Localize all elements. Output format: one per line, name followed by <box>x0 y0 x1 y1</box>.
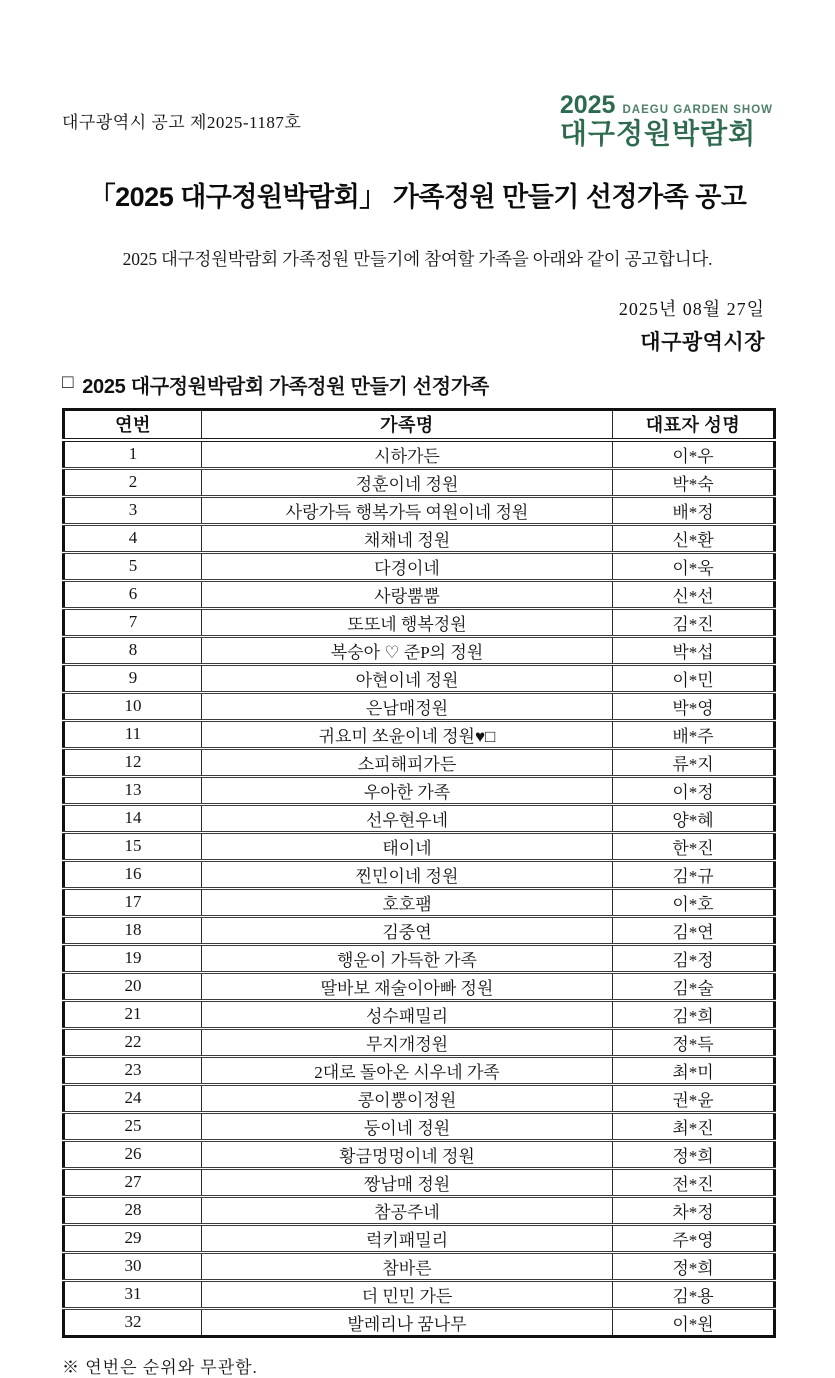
cell-family-name: 귀요미 쏘윤이네 정원♥□ <box>202 720 613 748</box>
cell-family-name: 태이네 <box>202 832 613 860</box>
table-row <box>64 1168 775 1196</box>
cell-no: 11 <box>64 720 202 748</box>
cell-representative: 이*호 <box>613 888 775 916</box>
cell-no: 10 <box>64 692 202 720</box>
cell-representative: 박*숙 <box>613 468 775 496</box>
cell-family-name: 둥이네 정원 <box>202 1112 613 1140</box>
cell-no: 7 <box>64 608 202 636</box>
cell-family-name: 발레리나 꿈나무 <box>202 1308 613 1336</box>
table-row <box>64 776 775 804</box>
table-row <box>64 1112 775 1140</box>
intro-text: 2025 대구정원박람회 가족정원 만들기에 참여할 가족을 아래와 같이 공고합니다. <box>122 248 713 269</box>
date-signature-block <box>62 295 773 356</box>
cell-family-name: 복숭아 ♡ 준P의 정원 <box>202 636 613 664</box>
cell-no: 8 <box>64 636 202 664</box>
cell-family-name: 사랑뿜뿜 <box>202 580 613 608</box>
cell-representative: 차*정 <box>613 1196 775 1224</box>
cell-representative: 류*지 <box>613 748 775 776</box>
cell-family-name: 또또네 행복정원 <box>202 608 613 636</box>
cell-no: 31 <box>64 1280 202 1308</box>
cell-family-name: 은남매정원 <box>202 692 613 720</box>
table-row <box>64 1308 775 1336</box>
cell-representative: 신*환 <box>613 524 775 552</box>
table-row <box>64 804 775 832</box>
cell-representative: 이*욱 <box>613 552 775 580</box>
cell-family-name: 럭키패밀리 <box>202 1224 613 1252</box>
table-row <box>64 1140 775 1168</box>
cell-no: 27 <box>64 1168 202 1196</box>
table-row <box>64 944 775 972</box>
table-body <box>64 440 775 1337</box>
cell-family-name: 김중연 <box>202 916 613 944</box>
footnote: ※ 연번은 순위와 무관함. <box>62 1357 258 1377</box>
cell-no: 26 <box>64 1140 202 1168</box>
page-title: 「2025 대구정원박람회」 가족정원 만들기 선정가족 공고 <box>88 181 747 212</box>
cell-no: 32 <box>64 1308 202 1336</box>
table-row <box>64 552 775 580</box>
selected-families-table <box>62 408 776 1338</box>
cell-no: 20 <box>64 972 202 1000</box>
cell-representative: 박*영 <box>613 692 775 720</box>
cell-representative: 김*진 <box>613 608 775 636</box>
table-row <box>64 1280 775 1308</box>
cell-family-name: 짱남매 정원 <box>202 1168 613 1196</box>
table-row <box>64 664 775 692</box>
cell-family-name: 채채네 정원 <box>202 524 613 552</box>
cell-no: 19 <box>64 944 202 972</box>
cell-representative: 김*용 <box>613 1280 775 1308</box>
cell-representative: 최*진 <box>613 1112 775 1140</box>
table-row <box>64 636 775 664</box>
cell-representative: 배*주 <box>613 720 775 748</box>
cell-family-name: 시하가든 <box>202 440 613 469</box>
cell-representative: 이*민 <box>613 664 775 692</box>
logo-top-line <box>560 92 773 118</box>
doc-number: 대구광역시 공고 제2025-1187호 <box>62 113 302 132</box>
table-row <box>64 468 775 496</box>
cell-representative: 주*영 <box>613 1224 775 1252</box>
cell-family-name: 2대로 돌아온 시우네 가족 <box>202 1056 613 1084</box>
cell-family-name: 찐민이네 정원 <box>202 860 613 888</box>
table-row <box>64 860 775 888</box>
cell-representative: 한*진 <box>613 832 775 860</box>
header-family-name: 가족명 <box>202 409 613 440</box>
cell-family-name: 호호팸 <box>202 888 613 916</box>
cell-no: 24 <box>64 1084 202 1112</box>
cell-no: 23 <box>64 1056 202 1084</box>
cell-representative: 박*섭 <box>613 636 775 664</box>
cell-no: 4 <box>64 524 202 552</box>
table-row <box>64 888 775 916</box>
cell-representative: 김*연 <box>613 916 775 944</box>
table-header-row <box>64 409 775 440</box>
table-row <box>64 1056 775 1084</box>
table-row <box>64 916 775 944</box>
table-row <box>64 496 775 524</box>
cell-family-name: 딸바보 재술이아빠 정원 <box>202 972 613 1000</box>
announcement-date: 2025년 08월 27일 <box>618 298 765 319</box>
header-representative: 대표자 성명 <box>613 409 775 440</box>
cell-family-name: 황금멍멍이네 정원 <box>202 1140 613 1168</box>
cell-no: 29 <box>64 1224 202 1252</box>
table-row <box>64 748 775 776</box>
header-no: 연번 <box>64 409 202 440</box>
cell-family-name: 선우현우네 <box>202 804 613 832</box>
cell-family-name: 참바른 <box>202 1252 613 1280</box>
cell-no: 9 <box>64 664 202 692</box>
cell-representative: 양*혜 <box>613 804 775 832</box>
cell-representative: 이*원 <box>613 1308 775 1336</box>
cell-no: 16 <box>64 860 202 888</box>
cell-representative: 김*희 <box>613 1000 775 1028</box>
section-title: 2025 대구정원박람회 가족정원 만들기 선정가족 <box>82 375 489 398</box>
cell-no: 12 <box>64 748 202 776</box>
square-bullet-icon: □ <box>62 372 74 394</box>
cell-no: 28 <box>64 1196 202 1224</box>
cell-no: 13 <box>64 776 202 804</box>
cell-no: 22 <box>64 1028 202 1056</box>
cell-family-name: 더 민민 가든 <box>202 1280 613 1308</box>
table-row <box>64 832 775 860</box>
cell-family-name: 다경이네 <box>202 552 613 580</box>
cell-no: 15 <box>64 832 202 860</box>
table-row <box>64 692 775 720</box>
cell-representative: 정*득 <box>613 1028 775 1056</box>
cell-family-name: 정훈이네 정원 <box>202 468 613 496</box>
cell-family-name: 콩이뿡이정원 <box>202 1084 613 1112</box>
table-row <box>64 1028 775 1056</box>
cell-family-name: 무지개정원 <box>202 1028 613 1056</box>
table-row <box>64 1196 775 1224</box>
table-row <box>64 1224 775 1252</box>
cell-no: 2 <box>64 468 202 496</box>
cell-family-name: 참공주네 <box>202 1196 613 1224</box>
cell-representative: 정*희 <box>613 1252 775 1280</box>
logo-year: 2025 <box>559 91 616 119</box>
cell-representative: 권*윤 <box>613 1084 775 1112</box>
cell-family-name: 성수패밀리 <box>202 1000 613 1028</box>
cell-no: 6 <box>64 580 202 608</box>
cell-representative: 김*규 <box>613 860 775 888</box>
table-row <box>64 1252 775 1280</box>
cell-family-name: 아현이네 정원 <box>202 664 613 692</box>
cell-family-name: 사랑가득 행복가득 여원이네 정원 <box>202 496 613 524</box>
cell-representative: 이*정 <box>613 776 775 804</box>
garden-show-logo <box>560 92 773 149</box>
cell-family-name: 행운이 가득한 가족 <box>202 944 613 972</box>
table-row <box>64 608 775 636</box>
table-row <box>64 720 775 748</box>
cell-no: 17 <box>64 888 202 916</box>
cell-no: 1 <box>64 440 202 469</box>
table-row <box>64 972 775 1000</box>
cell-representative: 전*진 <box>613 1168 775 1196</box>
cell-representative: 신*선 <box>613 580 775 608</box>
table-row <box>64 580 775 608</box>
cell-representative: 김*정 <box>613 944 775 972</box>
cell-family-name: 소피해피가든 <box>202 748 613 776</box>
cell-representative: 김*술 <box>613 972 775 1000</box>
cell-representative: 이*우 <box>613 440 775 469</box>
cell-no: 21 <box>64 1000 202 1028</box>
cell-no: 25 <box>64 1112 202 1140</box>
cell-no: 30 <box>64 1252 202 1280</box>
cell-representative: 배*정 <box>613 496 775 524</box>
section-heading <box>62 370 773 399</box>
table-row <box>64 1000 775 1028</box>
signer-name: 대구광역시장 <box>640 330 765 354</box>
cell-no: 18 <box>64 916 202 944</box>
logo-english-subtitle: DAEGU GARDEN SHOW <box>622 104 773 116</box>
table-row <box>64 440 775 469</box>
cell-no: 14 <box>64 804 202 832</box>
cell-family-name: 우아한 가족 <box>202 776 613 804</box>
cell-representative: 정*희 <box>613 1140 775 1168</box>
page-header <box>62 0 773 149</box>
cell-no: 5 <box>64 552 202 580</box>
table-row <box>64 1084 775 1112</box>
logo-korean-name: 대구정원박람회 <box>559 118 757 150</box>
table-row <box>64 524 775 552</box>
cell-representative: 최*미 <box>613 1056 775 1084</box>
cell-no: 3 <box>64 496 202 524</box>
